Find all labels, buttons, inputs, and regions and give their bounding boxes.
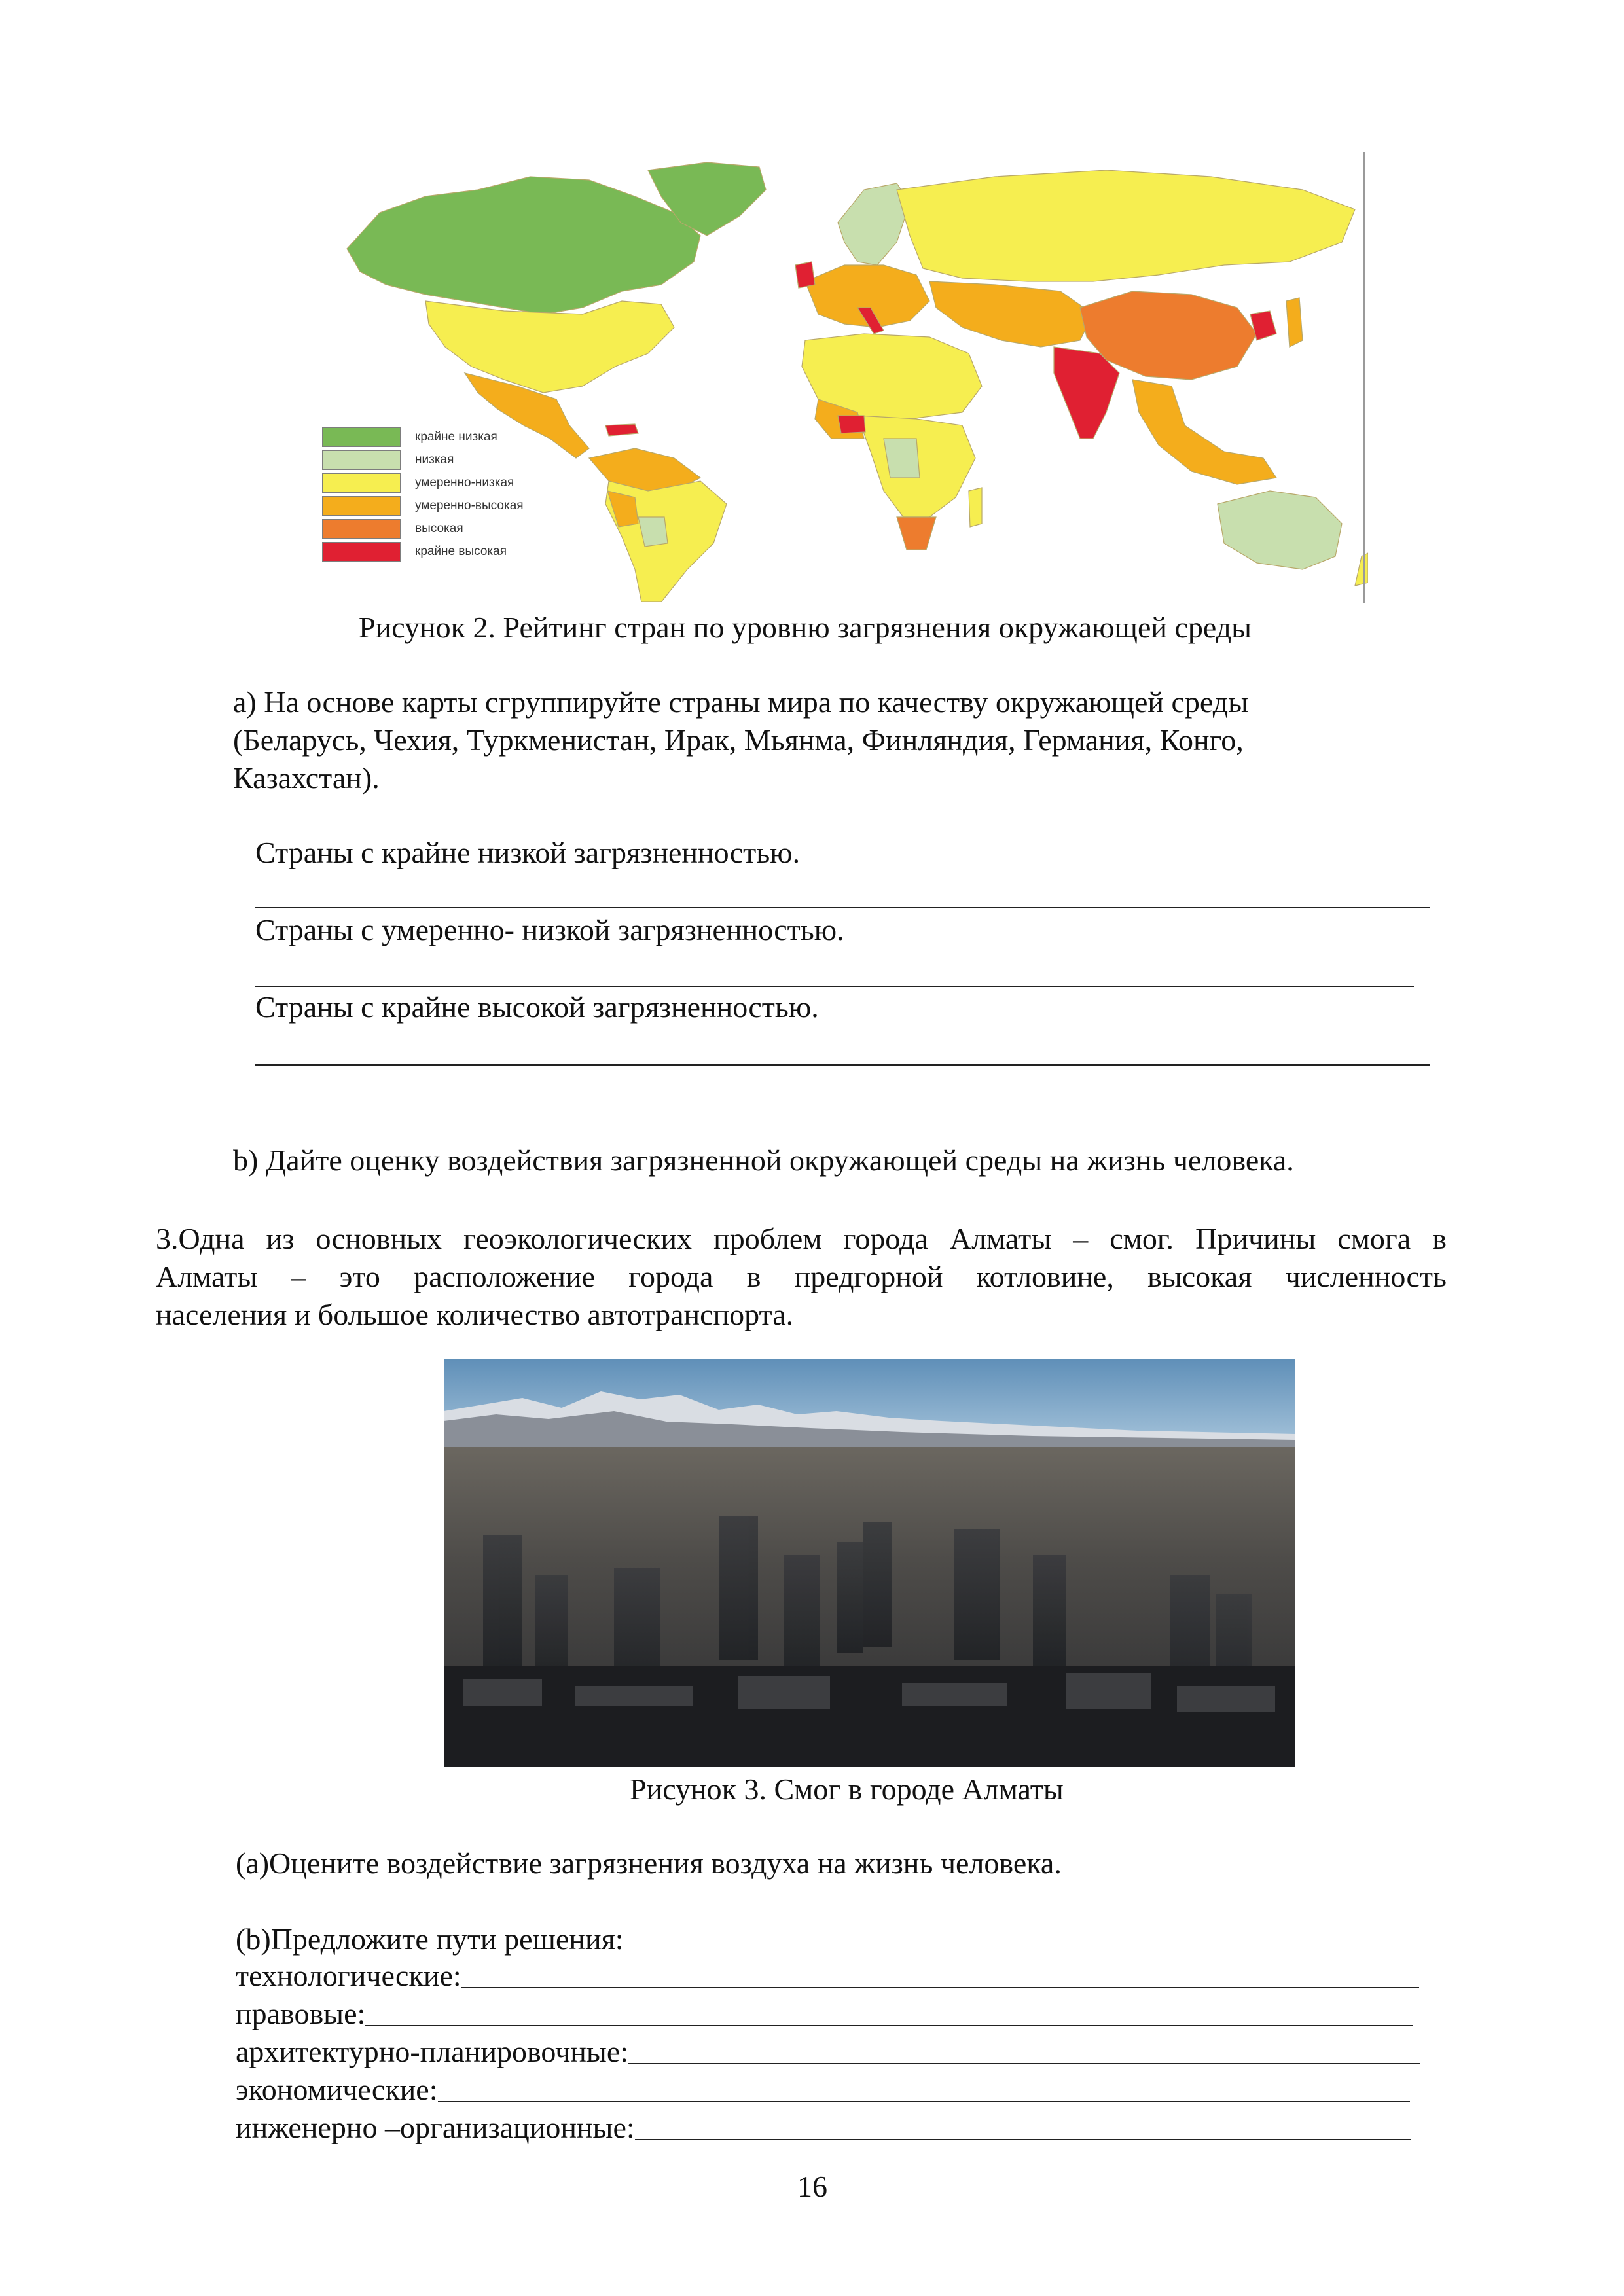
figure2-caption: Рисунок 2. Рейтинг стран по уровню загрязнения окружающей среды <box>359 611 1252 644</box>
legend-label: крайне высокая <box>415 545 507 558</box>
solution-label-legal: правовые: <box>236 1997 366 2030</box>
page-number: 16 <box>797 2170 827 2203</box>
prompt-very-high: Страны с крайне высокой загрязненностью. <box>255 990 819 1024</box>
legend-label: высокая <box>415 522 463 535</box>
solution-label-architectural: архитектурно-планировочные: <box>236 2035 629 2068</box>
legend-item <box>322 450 558 470</box>
legend-swatch-moderately-low <box>322 473 401 493</box>
legend-item <box>322 496 558 516</box>
russia <box>897 170 1355 281</box>
legend-item <box>322 542 558 562</box>
prompt-very-low: Страны с крайне низкой загрязненностью. <box>255 836 801 869</box>
legend-label: умеренно-низкая <box>415 476 514 490</box>
question-a: (a)Оцените воздействие загрязнения воздуха на жизнь человека. <box>236 1846 1062 1880</box>
legend-item <box>322 519 558 539</box>
caribbean <box>605 424 638 436</box>
answer-line-moderately-low[interactable] <box>255 986 1414 987</box>
legend-item <box>322 473 558 493</box>
task3-line-1: 3.Одна из основных геоэкологических проблем города Алматы – смог. Причины смога в <box>156 1222 1447 1255</box>
solution-row <box>236 2109 1411 2147</box>
japan <box>1286 298 1303 347</box>
australia <box>1218 491 1342 569</box>
new-zealand <box>1355 553 1368 586</box>
solution-row <box>236 2033 1420 2071</box>
task3-line-2: Алматы – это расположение города в предгорной котловине, высокая численность <box>156 1260 1447 1293</box>
task-a-line-1: а) На основе карты сгруппируйте страны мира по качеству окружающей среды <box>233 685 1249 719</box>
uk <box>795 262 815 288</box>
central-asia <box>929 281 1093 347</box>
answer-line-engineering[interactable] <box>635 2139 1411 2140</box>
solution-label-technological: технологические: <box>236 1959 461 1992</box>
legend-label: умеренно-высокая <box>415 499 524 512</box>
figure3-caption: Рисунок 3. Смог в городе Алматы <box>630 1772 1064 1806</box>
southeast-asia <box>1132 380 1276 484</box>
task3-line-3: населения и большое количество автотранспорта. <box>156 1298 794 1331</box>
legend-swatch-very-high <box>322 542 401 562</box>
north-america-north <box>347 177 700 314</box>
usa <box>425 301 674 393</box>
legend-swatch-moderately-high <box>322 496 401 516</box>
solution-row <box>236 1957 1419 1995</box>
solution-label-economic: экономические: <box>236 2073 438 2106</box>
answer-line-legal[interactable] <box>365 2025 1413 2026</box>
answer-line-economic[interactable] <box>438 2101 1410 2102</box>
almaty-smog-photo <box>444 1359 1295 1767</box>
solution-row <box>236 2071 1410 2109</box>
task-a-line-3: Казахстан). <box>233 761 380 795</box>
legend-swatch-low <box>322 450 401 470</box>
map-legend-box <box>322 427 558 562</box>
task-a-line-2: (Беларусь, Чехия, Туркменистан, Ирак, Мьянма, Финляндия, Германия, Конго, <box>233 723 1244 757</box>
south-africa <box>897 517 936 550</box>
map-right-rule <box>1363 152 1365 603</box>
legend-label: низкая <box>415 453 454 467</box>
madagascar <box>969 488 982 527</box>
answer-line-technological[interactable] <box>461 1987 1419 1988</box>
nigeria <box>838 416 865 433</box>
smog-photo-image <box>444 1359 1295 1767</box>
legend-swatch-high <box>322 519 401 539</box>
world-pollution-map <box>308 151 1368 602</box>
answer-line-architectural[interactable] <box>628 2063 1420 2064</box>
task-b: b) Дайте оценку воздействия загрязненной окружающей среды на жизнь человека. <box>233 1143 1294 1177</box>
legend-label: крайне низкая <box>415 430 497 444</box>
answer-line-very-high[interactable] <box>255 1064 1430 1066</box>
prompt-moderately-low: Страны с умеренно- низкой загрязненностью. <box>255 913 844 946</box>
congo <box>884 439 920 478</box>
legend-item <box>322 427 558 447</box>
solution-label-engineering: инженерно –организационные: <box>236 2111 635 2144</box>
question-b-title: (b)Предложите пути решения: <box>236 1922 624 1956</box>
solution-row <box>236 1995 1413 2033</box>
answer-line-very-low[interactable] <box>255 907 1430 908</box>
legend-swatch-very-low <box>322 427 401 447</box>
